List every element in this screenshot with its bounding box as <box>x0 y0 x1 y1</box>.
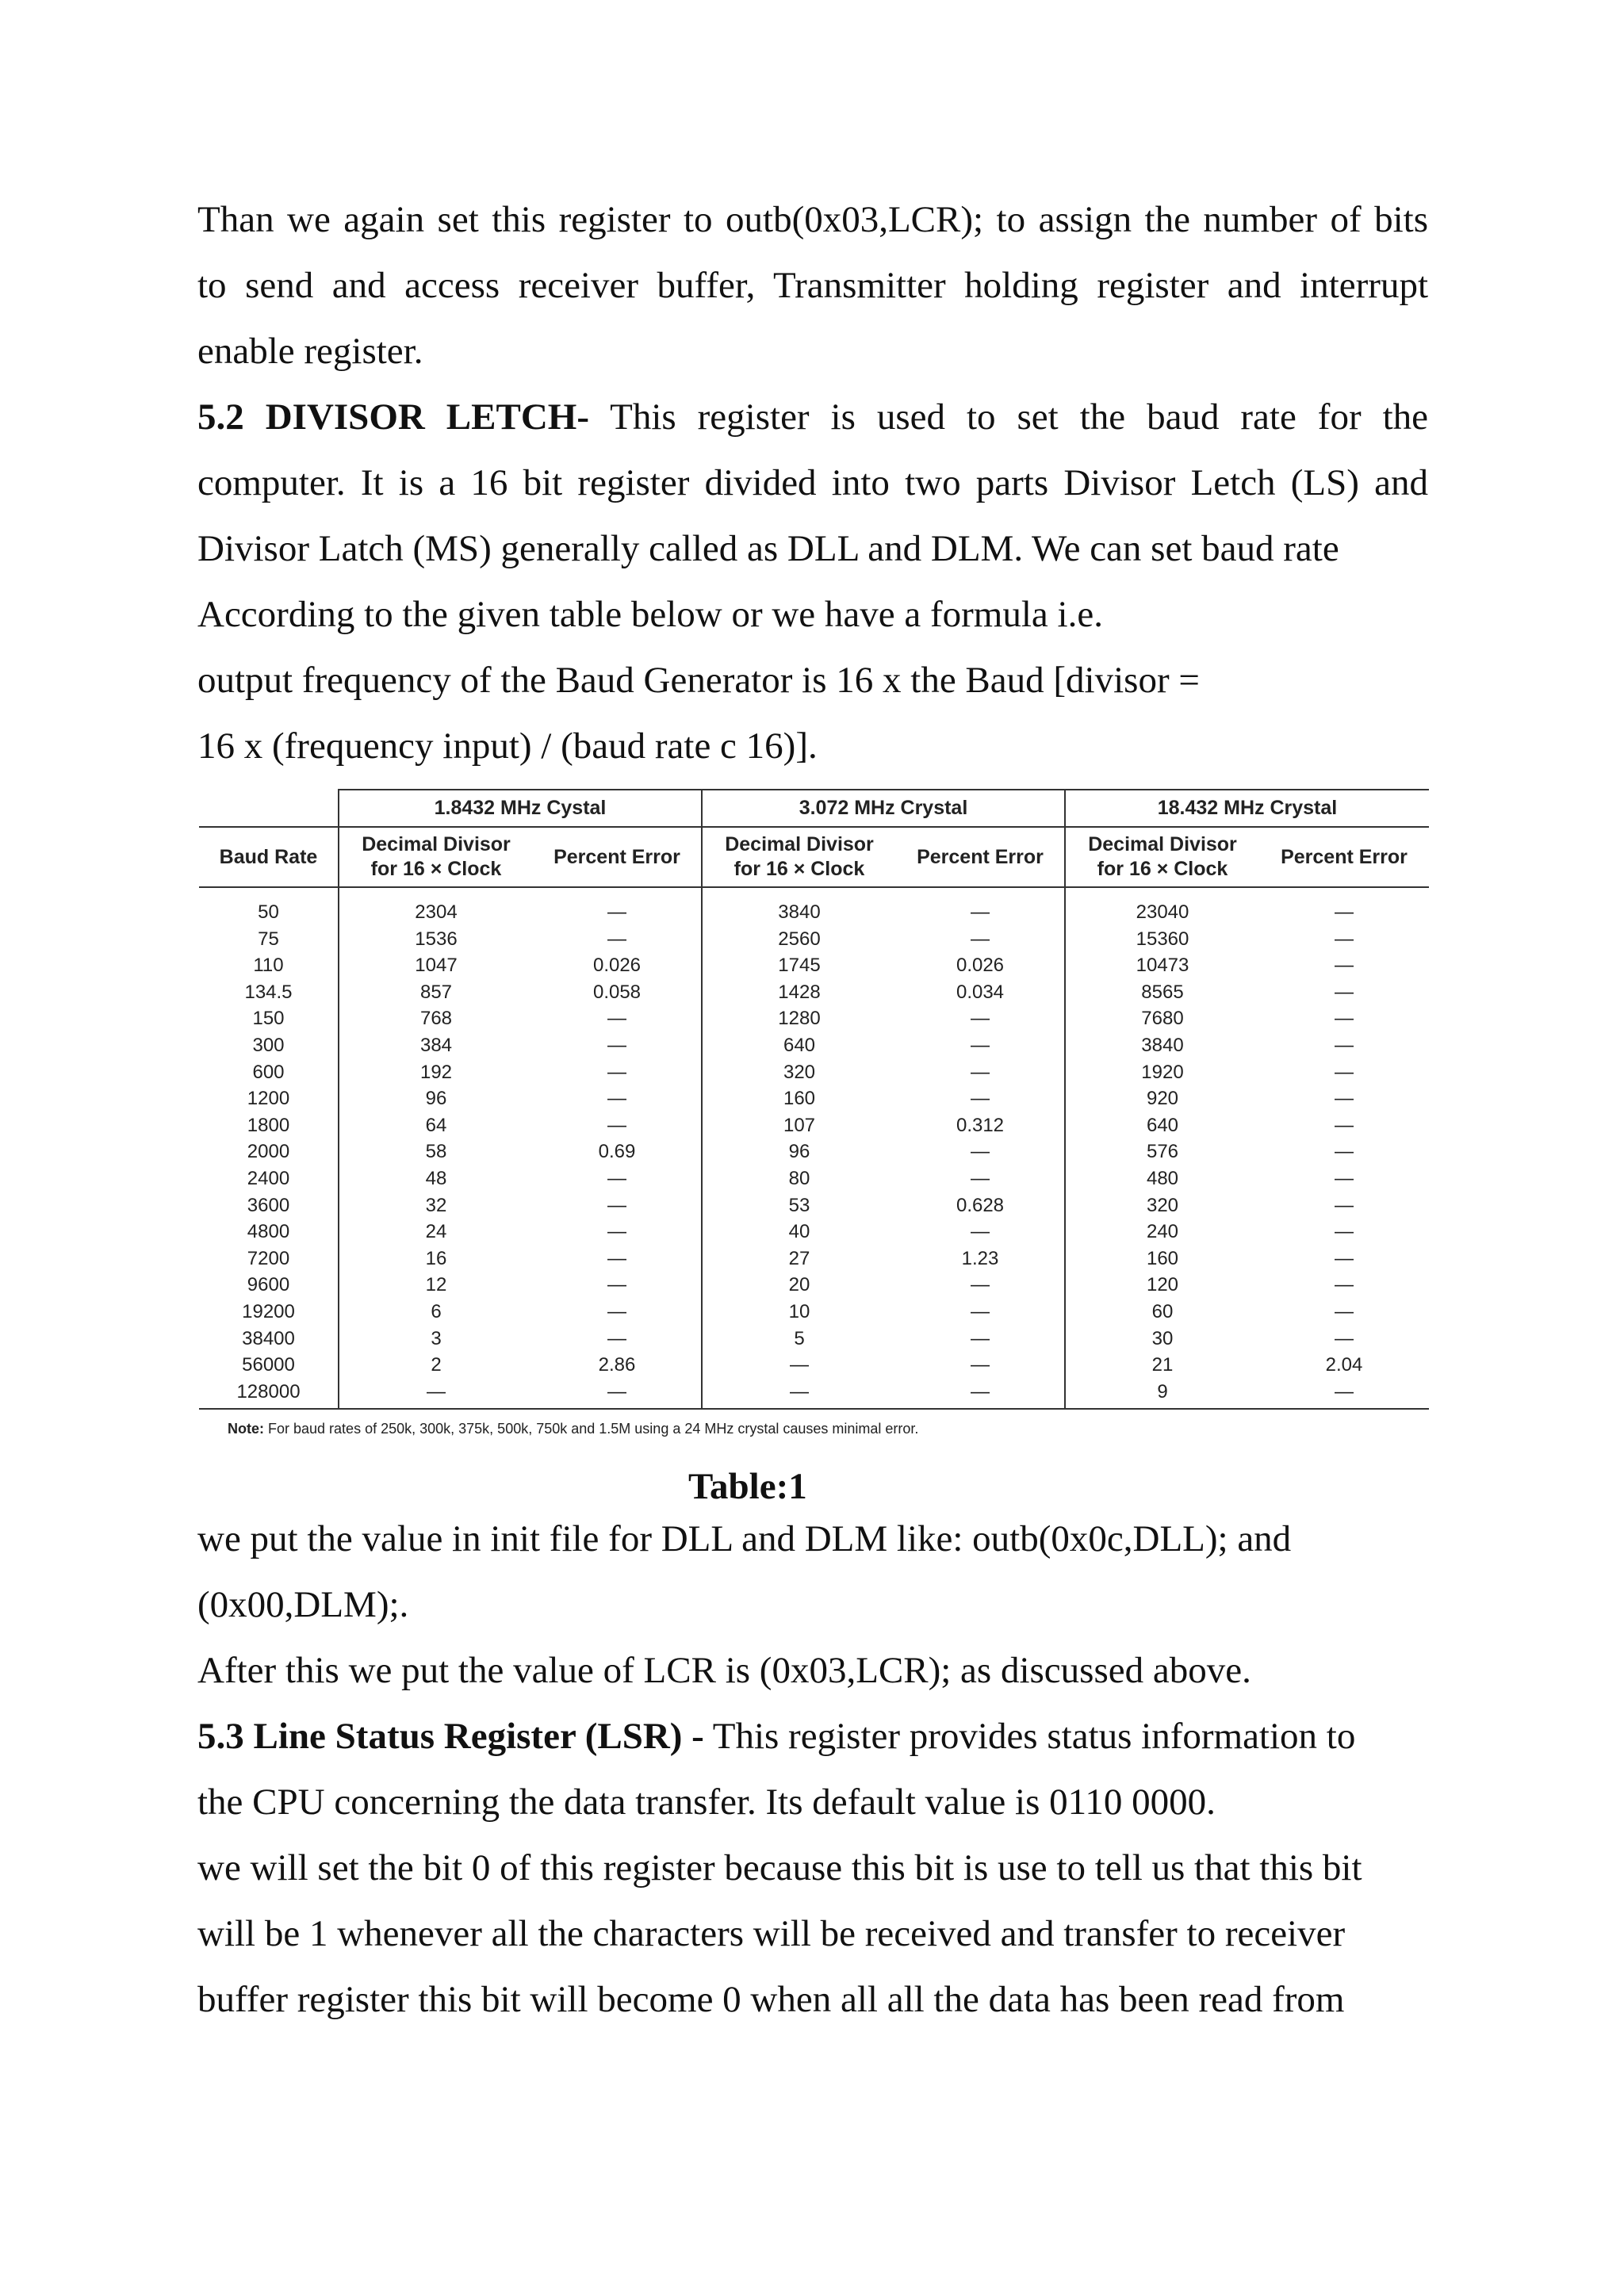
text-line: we will set the bit 0 of this register because this bit is use to tell us that this bit <box>197 1847 1362 1888</box>
table-row <box>199 1032 1429 1059</box>
text-line: enable register. <box>197 331 423 372</box>
text-span: This register is used to set the baud rate for the <box>589 396 1428 438</box>
percent-error-cell: — <box>971 1088 990 1110</box>
header-text: for 16 × Clock <box>733 858 865 880</box>
divisor-cell: 23040 <box>1065 887 1259 926</box>
divisor-cell: 1920 <box>1065 1059 1259 1086</box>
baud-rate-cell: 600 <box>252 1061 285 1083</box>
divisor-cell: 24 <box>339 1219 533 1246</box>
text-line: output frequency of the Baud Generator is 16 x the Baud [divisor = <box>197 660 1200 701</box>
divisor-cell: 6 <box>339 1299 533 1326</box>
divisor-cell: 576 <box>1065 1138 1259 1165</box>
divisor-cell: 20 <box>702 1272 896 1299</box>
divisor-cell: 160 <box>1065 1246 1259 1272</box>
percent-error-cell: 2.04 <box>1325 1354 1363 1376</box>
divisor-cell: 21 <box>1065 1352 1259 1379</box>
table-row <box>199 1219 1429 1246</box>
header-text: Decimal Divisor <box>362 833 511 855</box>
header-blank <box>199 790 339 827</box>
text-line: to send and access receiver buffer, Transmitter holding register and interrupt <box>197 265 1428 306</box>
table-row <box>199 1005 1429 1032</box>
divisor-cell: 48 <box>339 1165 533 1192</box>
divisor-cell: 320 <box>702 1059 896 1086</box>
divisor-cell: 240 <box>1065 1219 1259 1246</box>
section-line-status <box>197 1506 1428 2033</box>
divisor-cell: 30 <box>1065 1326 1259 1353</box>
percent-error-cell: — <box>971 901 990 923</box>
divisor-cell: 480 <box>1065 1165 1259 1192</box>
percent-error-cell: — <box>971 1354 990 1376</box>
header-text: for 16 × Clock <box>370 858 502 880</box>
header-divisor <box>702 827 896 887</box>
table-row <box>199 1272 1429 1299</box>
table-row <box>199 1165 1429 1192</box>
percent-error-cell: — <box>607 928 626 950</box>
divisor-cell: 640 <box>1065 1112 1259 1139</box>
percent-error-cell: — <box>1335 1327 1354 1349</box>
percent-error-cell: — <box>971 1274 990 1296</box>
divisor-cell: 1536 <box>339 926 533 953</box>
note-label: Note: <box>228 1421 264 1437</box>
divisor-cell: 10473 <box>1065 952 1259 979</box>
divisor-cell: — <box>702 1352 896 1379</box>
percent-error-cell: — <box>607 1061 626 1083</box>
section-heading-line <box>197 1704 1428 1770</box>
table-row <box>199 1085 1429 1112</box>
table-caption: Table:1 <box>688 1466 807 1507</box>
divisor-cell: 1428 <box>702 979 896 1006</box>
divisor-cell: 107 <box>702 1112 896 1139</box>
baud-rate-cell: 4800 <box>247 1221 290 1243</box>
divisor-cell: 3 <box>339 1326 533 1353</box>
divisor-cell: 3840 <box>702 887 896 926</box>
baud-rate-cell: 56000 <box>242 1354 295 1376</box>
table-row <box>199 926 1429 953</box>
text-line: Divisor Latch (MS) generally called as DLL and DLM. We can set baud rate <box>197 528 1339 569</box>
percent-error-cell: — <box>607 1167 626 1189</box>
percent-error-cell: — <box>971 1061 990 1083</box>
percent-error-cell: — <box>1335 1061 1354 1083</box>
table-row <box>199 1299 1429 1326</box>
divisor-cell: 7680 <box>1065 1005 1259 1032</box>
text-line: will be 1 whenever all the characters will be received and transfer to receiver <box>197 1913 1346 1954</box>
baud-rate-cell: 50 <box>258 901 279 923</box>
table-row <box>199 1059 1429 1086</box>
header-crystal-1: 1.8432 MHz Cystal <box>339 790 702 827</box>
header-text: for 16 × Clock <box>1097 858 1228 880</box>
percent-error-cell: — <box>1259 1379 1429 1410</box>
text-line: 16 x (frequency input) / (baud rate c 16)]. <box>197 725 818 767</box>
baud-rate-cell: 3600 <box>247 1194 290 1216</box>
baud-rate-cell: 19200 <box>242 1300 295 1322</box>
divisor-cell: 64 <box>339 1112 533 1139</box>
baud-rate-cell: 128000 <box>199 1379 339 1410</box>
percent-error-cell: — <box>607 1300 626 1322</box>
percent-error-cell: 0.026 <box>956 955 1005 977</box>
percent-error-cell: 2.86 <box>598 1354 636 1376</box>
text-line: the CPU concerning the data transfer. Its default value is 0110 0000. <box>197 1781 1216 1823</box>
percent-error-cell: — <box>971 1221 990 1243</box>
percent-error-cell: — <box>607 1327 626 1349</box>
header-percent-error: Percent Error <box>533 827 702 887</box>
divisor-cell: 320 <box>1065 1192 1259 1219</box>
text-line: After this we put the value of LCR is (0x03,LCR); as discussed above. <box>197 1650 1251 1691</box>
divisor-cell: — <box>339 1379 533 1410</box>
divisor-cell: 160 <box>702 1085 896 1112</box>
table-body <box>199 887 1429 1409</box>
percent-error-cell: — <box>1335 1300 1354 1322</box>
percent-error-cell: — <box>1335 1034 1354 1056</box>
baud-rate-cell: 38400 <box>242 1327 295 1349</box>
percent-error-cell: — <box>1335 1194 1354 1216</box>
divisor-cell: 60 <box>1065 1299 1259 1326</box>
percent-error-cell: 0.69 <box>598 1141 636 1163</box>
percent-error-cell: — <box>1335 1274 1354 1296</box>
percent-error-cell: — <box>971 1034 990 1056</box>
percent-error-cell: — <box>971 1300 990 1322</box>
baud-rate-cell: 1800 <box>247 1114 290 1136</box>
percent-error-cell: — <box>1335 901 1354 923</box>
baud-rate-cell: 7200 <box>247 1247 290 1269</box>
header-text: Decimal Divisor <box>1088 833 1237 855</box>
divisor-cell: 53 <box>702 1192 896 1219</box>
percent-error-cell: 0.034 <box>956 981 1005 1003</box>
percent-error-cell: — <box>971 1141 990 1163</box>
divisor-cell: 9 <box>1065 1379 1259 1410</box>
text-line: According to the given table below or we have a formula i.e. <box>197 594 1103 635</box>
divisor-cell: 857 <box>339 979 533 1006</box>
baud-rate-cell: 110 <box>253 955 284 977</box>
percent-error-cell: — <box>607 901 626 923</box>
percent-error-cell: — <box>1335 1167 1354 1189</box>
table-row <box>199 979 1429 1006</box>
divisor-cell: 8565 <box>1065 979 1259 1006</box>
divisor-cell: 15360 <box>1065 926 1259 953</box>
percent-error-cell: — <box>1335 1114 1354 1136</box>
percent-error-cell: — <box>607 1221 626 1243</box>
divisor-cell: 640 <box>702 1032 896 1059</box>
percent-error-cell: — <box>1335 1088 1354 1110</box>
divisor-cell: 2304 <box>339 887 533 926</box>
header-text: Decimal Divisor <box>725 833 874 855</box>
text-line: we put the value in init file for DLL and DLM like: outb(0x0c,DLL); and <box>197 1518 1292 1559</box>
note-text: For baud rates of 250k, 300k, 375k, 500k, 750k and 1.5M using a 24 MHz crystal causes minimal error. <box>264 1421 919 1437</box>
baud-rate-table-figure <box>199 789 1429 1437</box>
table-row <box>199 887 1429 926</box>
header-percent-error: Percent Error <box>1259 827 1429 887</box>
table-row <box>199 1379 1429 1410</box>
divisor-cell: 2560 <box>702 926 896 953</box>
percent-error-cell: — <box>971 1167 990 1189</box>
percent-error-cell: — <box>971 1327 990 1349</box>
baud-rate-cell: 150 <box>252 1008 285 1030</box>
text-line: Than we again set this register to outb(0x03,LCR); to assign the number of bits <box>197 199 1428 240</box>
percent-error-cell: — <box>1335 1247 1354 1269</box>
table-row <box>199 1192 1429 1219</box>
percent-error-cell: — <box>607 1247 626 1269</box>
percent-error-cell: — <box>971 1008 990 1030</box>
divisor-cell: 12 <box>339 1272 533 1299</box>
percent-error-cell: — <box>1335 1008 1354 1030</box>
text-line: computer. It is a 16 bit register divided into two parts Divisor Letch (LS) and <box>197 462 1428 503</box>
divisor-cell: 96 <box>339 1085 533 1112</box>
divisor-cell: 58 <box>339 1138 533 1165</box>
header-baud-rate: Baud Rate <box>199 827 339 887</box>
baud-rate-cell: 2000 <box>247 1141 290 1163</box>
percent-error-cell: — <box>607 1034 626 1056</box>
table-note <box>228 1421 1429 1437</box>
percent-error-cell: — <box>607 1274 626 1296</box>
percent-error-cell: — <box>607 1114 626 1136</box>
baud-rate-cell: 300 <box>252 1034 285 1056</box>
percent-error-cell: — <box>533 1379 702 1410</box>
divisor-cell: 32 <box>339 1192 533 1219</box>
header-percent-error: Percent Error <box>896 827 1065 887</box>
header-crystal-3: 18.432 MHz Crystal <box>1065 790 1429 827</box>
divisor-cell: 16 <box>339 1246 533 1272</box>
table-row <box>199 1352 1429 1379</box>
section-heading-5-3: 5.3 Line Status Register (LSR) - <box>197 1716 704 1757</box>
baud-rate-table <box>199 789 1429 1410</box>
baud-rate-cell: 2400 <box>247 1167 290 1189</box>
table-row <box>199 1138 1429 1165</box>
divisor-cell: 5 <box>702 1326 896 1353</box>
baud-rate-cell: 1200 <box>247 1088 290 1110</box>
divisor-cell: 40 <box>702 1219 896 1246</box>
divisor-cell: — <box>702 1379 896 1410</box>
text-line: (0x00,DLM);. <box>197 1584 409 1625</box>
baud-rate-cell: 75 <box>258 928 279 950</box>
percent-error-cell: — <box>1335 928 1354 950</box>
text-line: buffer register this bit will become 0 when all all the data has been read from <box>197 1979 1345 2020</box>
section-divisor-latch <box>197 385 1428 779</box>
percent-error-cell: 0.312 <box>956 1114 1005 1136</box>
header-crystal-2: 3.072 MHz Crystal <box>702 790 1065 827</box>
divisor-cell: 3840 <box>1065 1032 1259 1059</box>
table-row <box>199 1112 1429 1139</box>
header-divisor <box>1065 827 1259 887</box>
divisor-cell: 1280 <box>702 1005 896 1032</box>
header-divisor <box>339 827 533 887</box>
percent-error-cell: — <box>1335 955 1354 977</box>
divisor-cell: 120 <box>1065 1272 1259 1299</box>
divisor-cell: 2 <box>339 1352 533 1379</box>
divisor-cell: 768 <box>339 1005 533 1032</box>
percent-error-cell: — <box>607 1008 626 1030</box>
percent-error-cell: 0.026 <box>592 955 642 977</box>
baud-rate-cell: 9600 <box>247 1274 290 1296</box>
percent-error-cell: — <box>971 928 990 950</box>
percent-error-cell: 0.058 <box>592 981 642 1003</box>
divisor-cell: 384 <box>339 1032 533 1059</box>
percent-error-cell: — <box>1335 1221 1354 1243</box>
percent-error-cell: — <box>607 1194 626 1216</box>
divisor-cell: 80 <box>702 1165 896 1192</box>
divisor-cell: 10 <box>702 1299 896 1326</box>
percent-error-cell: — <box>896 1379 1065 1410</box>
percent-error-cell: 1.23 <box>961 1247 999 1269</box>
table-row <box>199 1246 1429 1272</box>
table-row <box>199 1326 1429 1353</box>
percent-error-cell: — <box>607 1088 626 1110</box>
section-heading-5-2: 5.2 DIVISOR LETCH- <box>197 396 589 438</box>
text-span: This register provides status information to <box>703 1716 1356 1757</box>
divisor-cell: 27 <box>702 1246 896 1272</box>
section-heading-line <box>197 385 1428 450</box>
baud-rate-cell: 134.5 <box>244 981 293 1003</box>
paragraph-lcr <box>197 187 1428 385</box>
divisor-cell: 1047 <box>339 952 533 979</box>
percent-error-cell: — <box>1335 981 1354 1003</box>
table-row <box>199 952 1429 979</box>
percent-error-cell: — <box>1335 1141 1354 1163</box>
divisor-cell: 192 <box>339 1059 533 1086</box>
divisor-cell: 1745 <box>702 952 896 979</box>
divisor-cell: 920 <box>1065 1085 1259 1112</box>
divisor-cell: 96 <box>702 1138 896 1165</box>
percent-error-cell: 0.628 <box>956 1194 1005 1216</box>
